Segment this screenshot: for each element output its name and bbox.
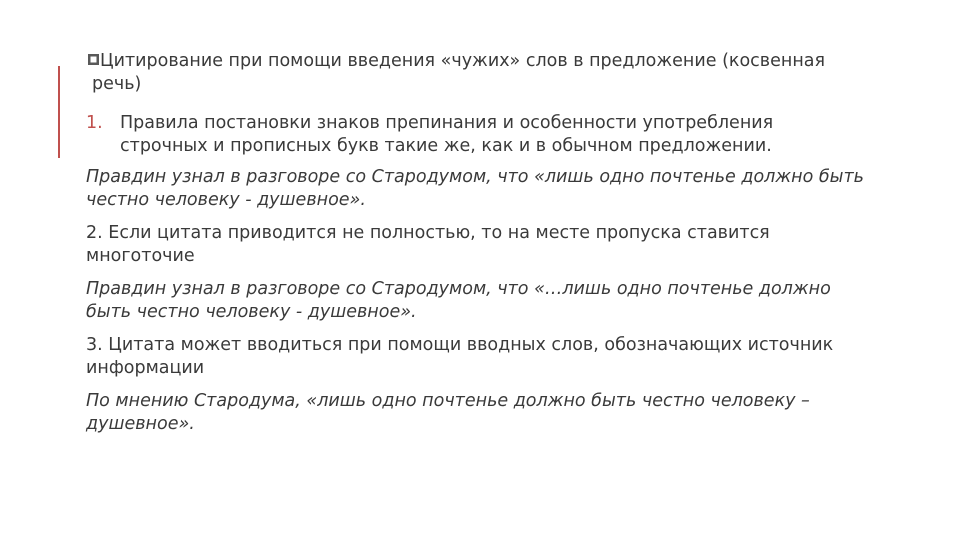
numbered-item-1: [86, 112, 866, 158]
checkbox-bullet-icon: [88, 54, 99, 65]
heading-line-2: речь): [92, 74, 142, 94]
list-number: 1.: [86, 113, 103, 133]
example-3: По мнению Стародума, «лишь одно почтенье должно быть честно человеку – душевное».: [86, 391, 810, 434]
slide-content: [86, 50, 866, 436]
list-text: Правила постановки знаков препинания и особенности употребления строчных и прописных букв такие же, как и в обычном предложении.: [120, 113, 774, 156]
rule-2: 2. Если цитата приводится не полностью, то на месте пропуска ставится многоточие: [86, 223, 770, 266]
accent-bar: [58, 66, 60, 158]
rule-3: 3. Цитата может вводиться при помощи вводных слов, обозначающих источник информации: [86, 335, 834, 378]
example-2: Правдин узнал в разговоре со Стародумом, что «…лишь одно почтенье должно быть честно человеку - душевное».: [86, 279, 831, 322]
example-1: Правдин узнал в разговоре со Стародумом, что «лишь одно почтенье должно быть честно человеку - душевное».: [86, 167, 864, 210]
heading-bullet: [86, 50, 866, 96]
heading-line-1: Цитирование при помощи введения «чужих» слов в предложение (косвенная: [100, 51, 826, 71]
